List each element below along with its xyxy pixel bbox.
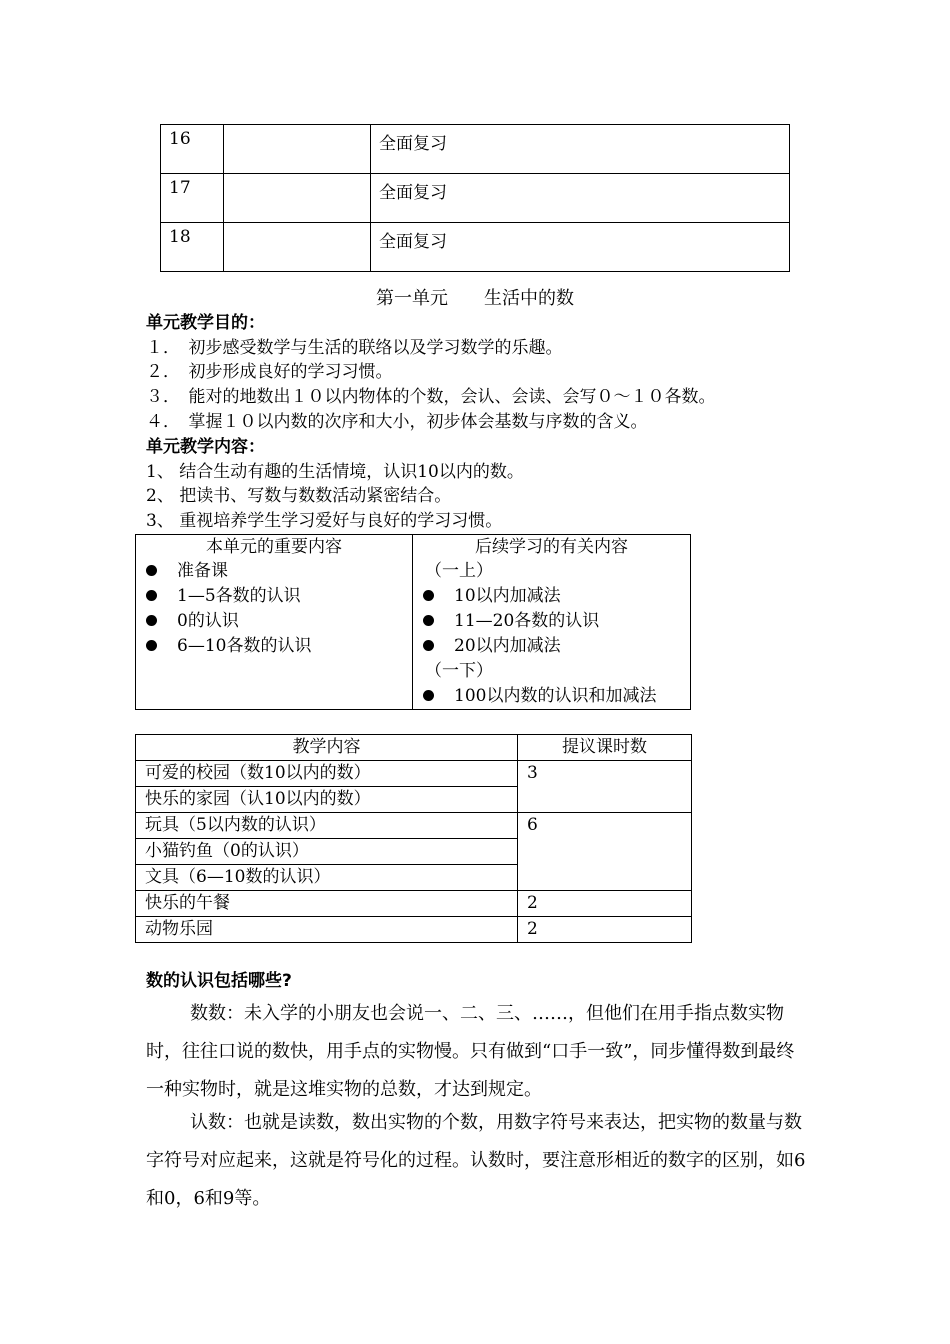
table-row	[136, 813, 692, 839]
list-item: 0的认识	[136, 609, 412, 634]
lesson-hours: 2	[518, 917, 692, 943]
table-header-row	[136, 735, 692, 761]
bullet-icon	[146, 565, 157, 576]
bullet-icon	[146, 615, 157, 626]
paragraph-counting: 数数：未入学的小朋友也会说一、二、三、……，但他们在用手指点数实物时，往往口说的数快，用手点的实物慢。只有做到“口手一致”，同步懂得数到最终一种实物时，就是这堆实物的总数，才达到规定。	[146, 1003, 795, 1100]
future-unit-header: 后续学习的有关内容	[475, 537, 628, 557]
table-row	[161, 223, 790, 272]
header-content: 教学内容	[136, 735, 518, 761]
list-item: 1—5各数的认识	[136, 584, 412, 609]
relation-table	[135, 534, 691, 710]
lesson-no: 18	[161, 223, 224, 272]
bullet-icon	[423, 590, 434, 601]
lesson-name: 快乐的家园（认10以内的数）	[136, 787, 518, 813]
group-label: （一下）	[425, 661, 493, 681]
content-heading: 单元教学内容：	[146, 437, 265, 457]
goal-item: １． 初步感受数学与生活的联络以及学习数学的乐趣。	[146, 338, 563, 358]
content-item: 2、 把读书、写数与数数活动紧密结合。	[146, 486, 452, 506]
bullet-icon	[423, 640, 434, 651]
bullet-icon	[146, 640, 157, 651]
table-row	[161, 174, 790, 223]
list-item: 11—20各数的认识	[413, 609, 690, 634]
header-hours: 提议课时数	[518, 735, 692, 761]
list-item: 10以内加减法	[413, 584, 690, 609]
goals-heading: 单元教学目的：	[146, 313, 265, 333]
table-row	[136, 917, 692, 943]
list-item: 准备课	[136, 559, 412, 584]
lesson-name: 快乐的午餐	[136, 891, 518, 917]
empty-cell	[224, 223, 371, 272]
lesson-name: 玩具（5以内数的认识）	[136, 813, 518, 839]
paragraph-recognizing: 认数：也就是读数，数出实物的个数，用数字符号来表达，把实物的数量与数字符号对应起来，这就是符号化的过程。认数时，要注意形相近的数字的区别，如6和0，6和9等。	[146, 1112, 806, 1209]
future-unit-cell	[413, 535, 691, 710]
lesson-name: 小猫钓鱼（0的认识）	[136, 839, 518, 865]
schedule-table	[160, 124, 790, 272]
unit-title: 第一单元 生活中的数	[376, 288, 574, 309]
lesson-table	[135, 734, 692, 943]
lesson-no: 16	[161, 125, 224, 174]
lesson-content: 全面复习	[371, 223, 790, 272]
empty-cell	[224, 125, 371, 174]
bullet-icon	[146, 590, 157, 601]
content-item: 3、 重视培养学生学习爱好与良好的学习习惯。	[146, 511, 503, 531]
bullet-icon	[423, 615, 434, 626]
table-row	[136, 891, 692, 917]
list-item: 20以内加减法	[413, 634, 690, 659]
goal-item: ２． 初步形成良好的学习习惯。	[146, 362, 393, 382]
table-row	[136, 761, 692, 787]
lesson-content: 全面复习	[371, 174, 790, 223]
lesson-no: 17	[161, 174, 224, 223]
goal-item: ３． 能对的地数出１０以内物体的个数，会认、会读、会写０～１０各数。	[146, 387, 716, 407]
list-item: 100以内数的认识和加减法	[413, 684, 690, 709]
current-unit-cell	[136, 535, 413, 710]
question-heading: 数的认识包括哪些?	[146, 971, 292, 991]
lesson-hours: 6	[518, 813, 692, 891]
table-row	[161, 125, 790, 174]
list-item: 6—10各数的认识	[136, 634, 412, 659]
lesson-name: 可爱的校园（数10以内的数）	[136, 761, 518, 787]
empty-cell	[224, 174, 371, 223]
lesson-hours: 3	[518, 761, 692, 813]
bullet-icon	[423, 690, 434, 701]
current-unit-header: 本单元的重要内容	[206, 537, 342, 557]
group-label: （一上）	[425, 561, 493, 581]
goal-item: ４． 掌握１０以内数的次序和大小，初步体会基数与序数的含义。	[146, 412, 648, 432]
lesson-content: 全面复习	[371, 125, 790, 174]
lesson-name: 动物乐园	[136, 917, 518, 943]
content-item: 1、 结合生动有趣的生活情境，认识10以内的数。	[146, 462, 524, 482]
lesson-name: 文具（6—10数的认识）	[136, 865, 518, 891]
lesson-hours: 2	[518, 891, 692, 917]
